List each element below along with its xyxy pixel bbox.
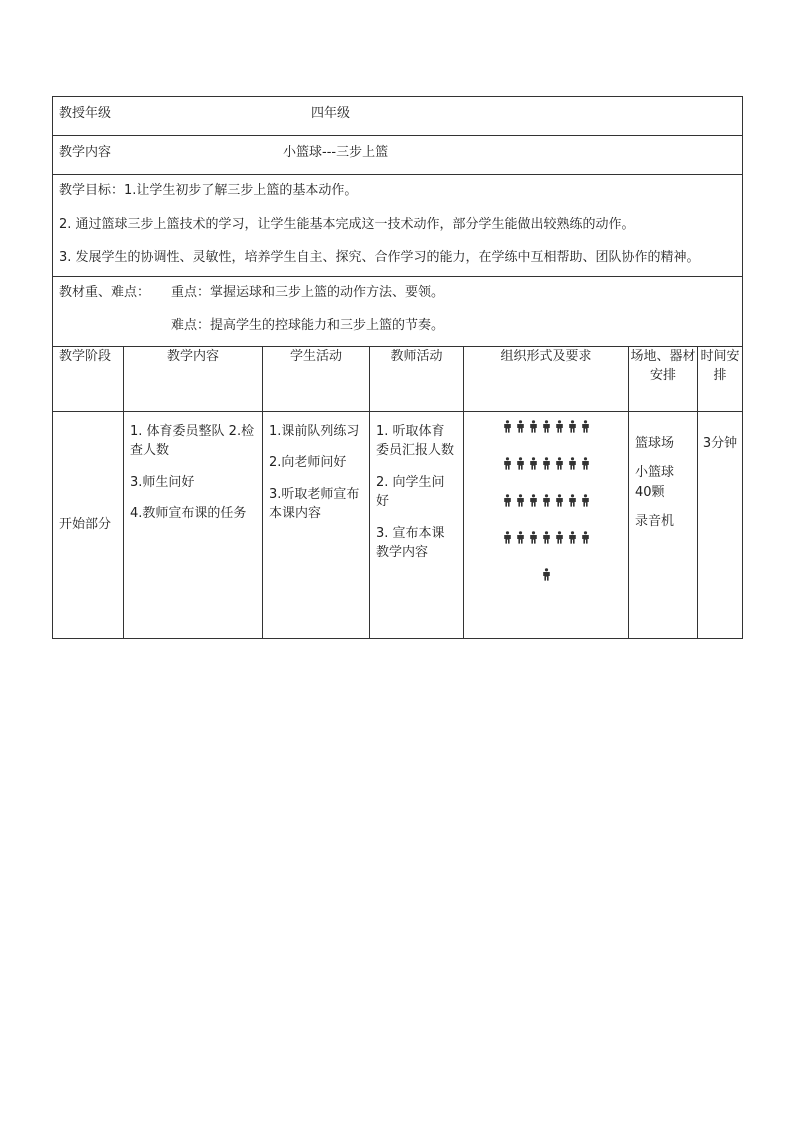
difficulty: 难点：提高学生的控球能力和三步上篮的节奏。 <box>171 318 445 333</box>
list-item: 2.向老师问好 <box>269 455 347 470</box>
person-figure-icon <box>568 531 577 544</box>
header-teaching-content: 教学内容 <box>124 346 263 411</box>
list-item: 1. 体育委员整队 2.检查人数 <box>130 423 255 458</box>
formation-row <box>464 568 628 605</box>
phase-row <box>53 411 743 638</box>
person-figure-icon <box>503 457 512 470</box>
teacher-activity-list <box>370 412 463 563</box>
goals-row <box>53 175 743 277</box>
list-item: 3. 宣布本课教学内容 <box>376 525 445 560</box>
list-item: 录音机 <box>635 514 675 529</box>
grade-row <box>53 97 743 136</box>
header-equipment: 场地、器材安排 <box>629 346 698 411</box>
lesson-plan-table <box>52 96 743 639</box>
formation-row <box>464 494 628 531</box>
focus-row <box>53 276 743 346</box>
list-item: 4.教师宣布课的任务 <box>130 506 247 521</box>
formation-diagram <box>464 412 628 605</box>
person-figure-icon <box>542 457 551 470</box>
person-figure-icon <box>542 494 551 507</box>
header-time: 时间安排 <box>698 346 743 411</box>
person-figure-icon <box>516 494 525 507</box>
person-figure-icon <box>581 531 590 544</box>
list-item: 1.课前队列练习 <box>269 423 360 439</box>
person-figure-icon <box>555 531 564 544</box>
goal-3: 3. 发展学生的协调性、灵敏性，培养学生自主、探究、合作学习的能力，在学练中互相帮助、团队协作的精神。 <box>59 250 700 265</box>
person-figure-icon <box>542 531 551 544</box>
grade-value: 四年级 <box>311 106 351 121</box>
person-figure-icon <box>516 457 525 470</box>
list-item: 2. 向学生问好 <box>376 474 445 509</box>
person-figure-icon <box>542 420 551 433</box>
lesson-plan <box>52 96 742 639</box>
person-figure-icon <box>529 494 538 507</box>
formation-row <box>464 531 628 568</box>
person-figure-icon <box>568 420 577 433</box>
teaching-content-list <box>124 412 262 524</box>
focus-label: 教材重、难点： <box>59 284 151 300</box>
person-figure-icon <box>503 420 512 433</box>
person-figure-icon <box>555 420 564 433</box>
formation-row <box>464 457 628 494</box>
person-figure-icon <box>529 420 538 433</box>
formation-row <box>464 420 628 457</box>
header-teacher-activity: 教师活动 <box>370 346 464 411</box>
list-item: 3.听取老师宣布本课内容 <box>269 486 360 521</box>
phase-stage: 开始部分 <box>53 411 124 638</box>
header-student-activity: 学生活动 <box>263 346 370 411</box>
person-figure-icon <box>581 420 590 433</box>
person-figure-icon <box>503 531 512 544</box>
phase-time: 3分钟 <box>702 435 738 451</box>
key-point: 重点：掌握运球和三步上篮的动作方法、要领。 <box>171 284 445 300</box>
person-figure-icon <box>581 494 590 507</box>
header-row <box>53 346 743 411</box>
list-item: 3.师生问好 <box>130 474 195 490</box>
header-formation: 组织形式及要求 <box>464 346 629 411</box>
person-figure-icon <box>542 568 551 581</box>
header-stage: 教学阶段 <box>53 346 124 411</box>
person-figure-icon <box>516 420 525 433</box>
person-figure-icon <box>503 494 512 507</box>
person-figure-icon <box>529 457 538 470</box>
person-figure-icon <box>568 457 577 470</box>
equipment-list <box>629 412 697 532</box>
person-figure-icon <box>555 494 564 507</box>
person-figure-icon <box>529 531 538 544</box>
content-row <box>53 136 743 175</box>
content-value: 小篮球---三步上篮 <box>283 145 389 160</box>
grade-label: 教授年级 <box>59 106 112 121</box>
person-figure-icon <box>568 494 577 507</box>
list-item: 小篮球 40颗 <box>635 465 675 500</box>
person-figure-icon <box>581 457 590 470</box>
list-item: 篮球场 <box>635 435 675 451</box>
person-figure-icon <box>555 457 564 470</box>
goal-2: 2. 通过篮球三步上篮技术的学习，让学生能基本完成这一技术动作，部分学生能做出较熟练的动作。 <box>59 216 635 232</box>
goal-1: 教学目标：1.让学生初步了解三步上篮的基本动作。 <box>59 183 358 198</box>
person-figure-icon <box>516 531 525 544</box>
student-activity-list <box>263 412 369 524</box>
content-label: 教学内容 <box>59 145 112 160</box>
list-item: 1. 听取体育委员汇报人数 <box>376 423 455 458</box>
